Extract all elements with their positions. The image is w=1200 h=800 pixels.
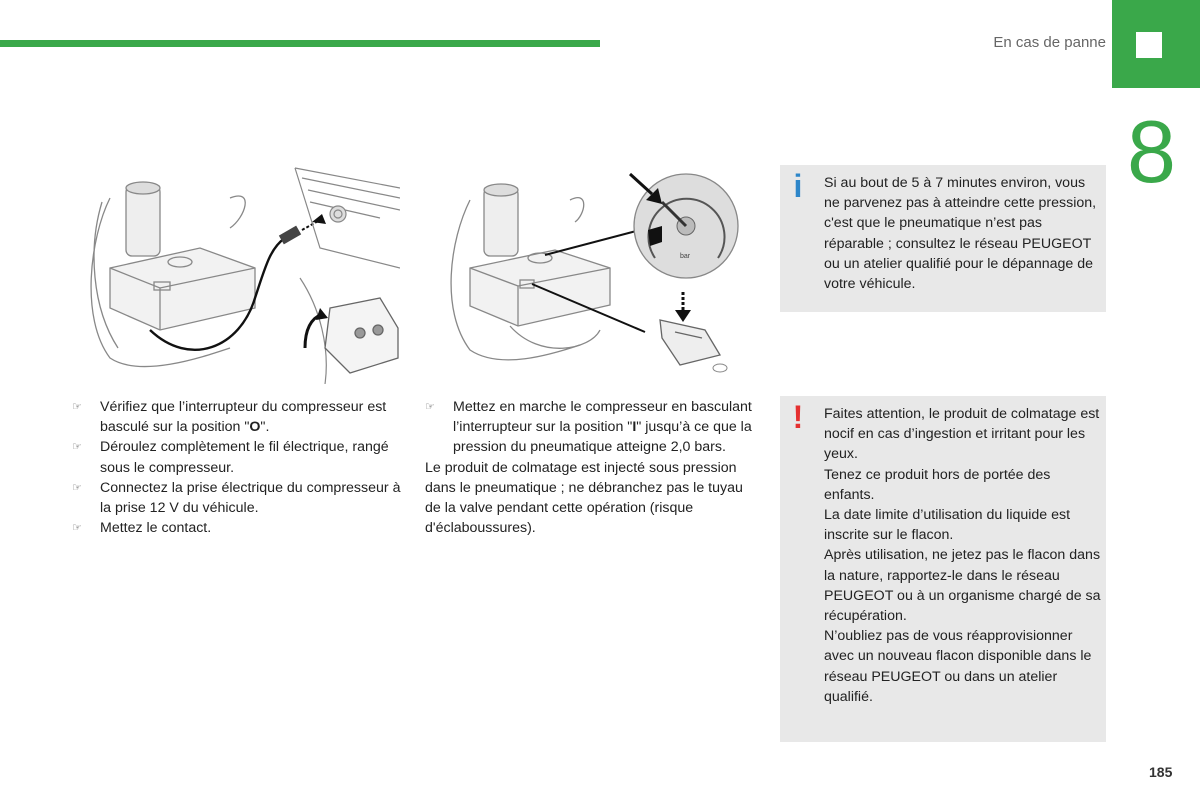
header-accent-bar (0, 40, 600, 47)
info-text: Si au bout de 5 à 7 minutes environ, vous ne parvenez pas à atteindre cette pression, c'est que le pneumatique n’est pas réparable ; consultez le réseau PEUGEOT ou un atelier qualifié pour le dépannage de votre véhicule. (824, 175, 1097, 293)
warning-icon: ! (792, 399, 804, 435)
list-item: ☞ Mettez en marche le compresseur en basculant l’interrupteur sur la position "I" jusqu’à ce que la pression du pneumatique atteigne 2,0 bars. (425, 399, 752, 456)
info-icon: i (793, 168, 803, 204)
warning-paragraph: Après utilisation, ne jetez pas le flacon dans la nature, rapportez-le dans le réseau PEUGEOT ou à un organisme chargé de sa récupération. (824, 547, 1101, 625)
instructions-column-2 (425, 397, 760, 538)
chapter-number: 8 (1127, 102, 1176, 201)
warning-paragraph: Tenez ce produit hors de portée des enfants. (824, 466, 1051, 503)
compressor-gauge-illustration (440, 160, 770, 382)
warning-box (780, 396, 1106, 742)
instructions-column-1 (72, 397, 402, 538)
injection-paragraph: Le produit de colmatage est injecté sous pression dans le pneumatique ; ne débranchez pas le tuyau de la valve pendant cette opération (risque d'éclaboussures). (425, 459, 743, 537)
chapter-tab (1112, 0, 1200, 88)
info-box (780, 165, 1106, 312)
list-item: ☞ Vérifiez que l’interrupteur du compresseur est basculé sur la position "O". (72, 399, 387, 436)
page-number: 185 (1149, 764, 1173, 780)
list-item: ☞ Mettez le contact. (72, 518, 402, 538)
warning-paragraph: N’oubliez pas de vous réapprovisionner avec un nouveau flacon disponible dans le réseau PEUGEOT ou dans un atelier qualifié. (824, 628, 1092, 705)
warning-paragraph: Faites attention, le produit de colmatage est nocif en cas d’ingestion et irritant pour les yeux. (824, 406, 1100, 463)
compressor-connection-illustration (80, 158, 400, 384)
bullet-pointer-icon: ☞ (72, 481, 82, 494)
warning-paragraph: La date limite d’utilisation du liquide est inscrite sur le flacon. (824, 507, 1071, 544)
section-title: En cas de panne (993, 34, 1106, 51)
list-item: ☞ Connectez la prise électrique du compresseur à la prise 12 V du véhicule. (72, 479, 401, 517)
bullet-pointer-icon: ☞ (72, 441, 82, 454)
bullet-pointer-icon: ☞ (425, 401, 435, 413)
bullet-pointer-icon: ☞ (72, 401, 82, 413)
chapter-square-icon (1136, 32, 1162, 58)
bullet-pointer-icon: ☞ (72, 522, 82, 535)
gauge-unit: bar (680, 253, 691, 260)
list-item: ☞ Déroulez complètement le fil électrique, rangé sous le compresseur. (72, 439, 389, 476)
